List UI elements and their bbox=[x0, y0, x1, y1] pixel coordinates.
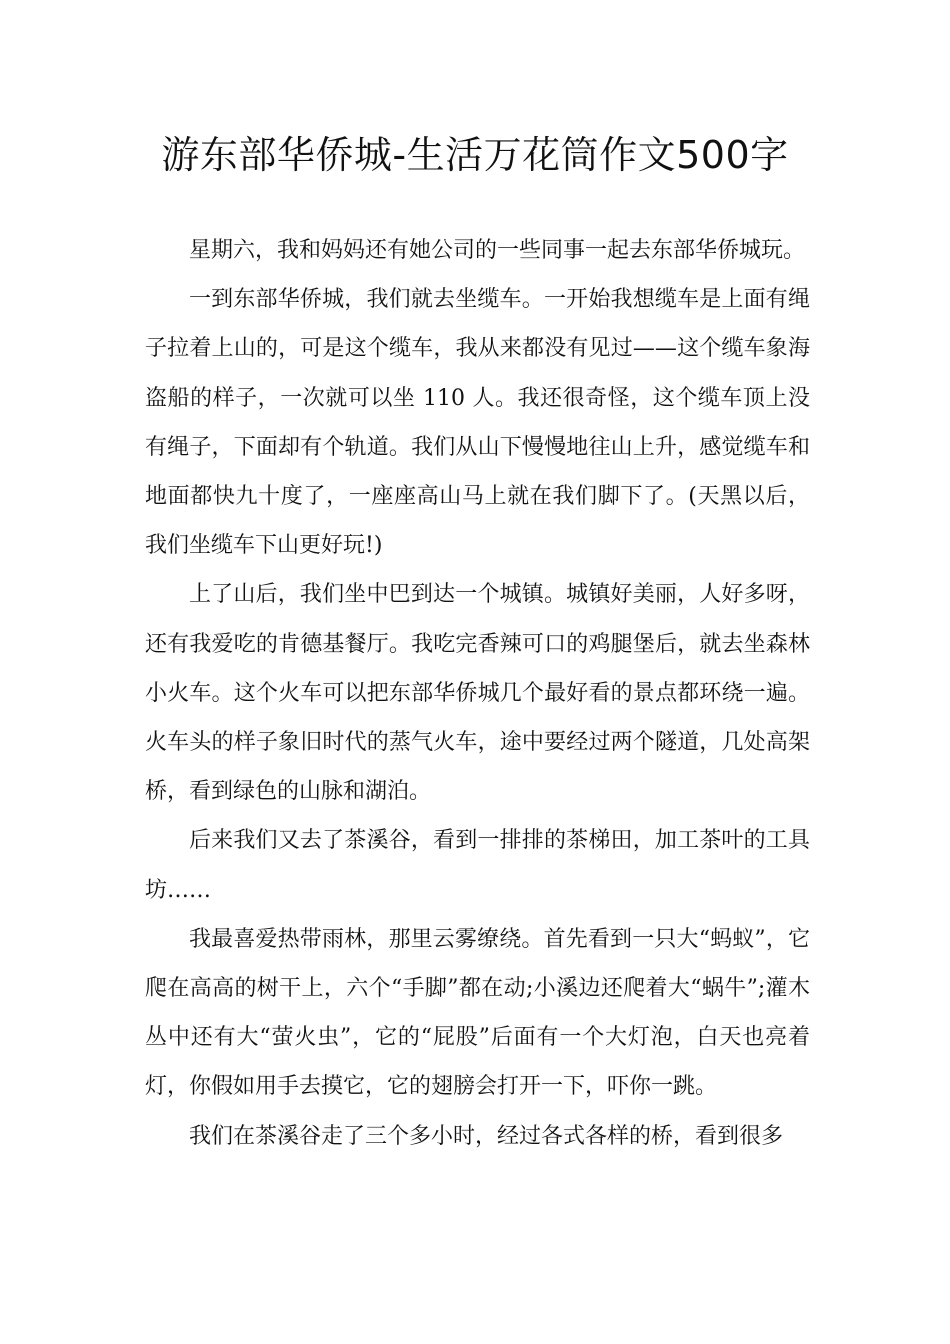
paragraph-5: 我最喜爱热带雨林，那里云雾缭绕。首先看到一只大“蚂蚁”，它爬在高高的树干上，六个“手脚”都在动;小溪边还爬着大“蜗牛”;灌木丛中还有大“萤火虫”，它的“屁股”后面有一个大灯泡，白天也亮着灯，你假如用手去摸它，它的翅膀会打开一下，吓你一跳。 bbox=[145, 926, 810, 1100]
paragraph-6: 我们在茶溪谷走了三个多小时，经过各式各样的桥，看到很多 bbox=[189, 1123, 784, 1149]
paragraph-4: 后来我们又去了茶溪谷，看到一排排的茶梯田，加工茶叶的工具坊…… bbox=[145, 828, 810, 903]
paragraph-1: 星期六，我和妈妈还有她公司的一些同事一起去东部华侨城玩。 bbox=[189, 238, 806, 263]
document-body bbox=[145, 226, 810, 1161]
document-title: 游东部华侨城-生活万花筒作文500字 bbox=[161, 133, 789, 177]
paragraph-2: 一到东部华侨城，我们就去坐缆车。一开始我想缆车是上面有绳子拉着上山的，可是这个缆车，我从来都没有见过——这个缆车象海盗船的样子，一次就可以坐 110 人。我还很奇怪，这个缆车顶上没有绳子，下面却有个轨道。我们从山下慢慢地往山上升，感觉缆车和地面都快九十度了，一座座高山马上就在我们脚下了。(天黑以后，我们坐缆车下山更好玩!) bbox=[145, 287, 810, 559]
paragraph-3: 上了山后，我们坐中巴到达一个城镇。城镇好美丽，人好多呀，还有我爱吃的肯德基餐厅。我吃完香辣可口的鸡腿堡后，就去坐森林小火车。这个火车可以把东部华侨城几个最好看的景点都环绕一遍。火车头的样子象旧时代的蒸气火车，途中要经过两个隧道，几处高架桥，看到绿色的山脉和湖泊。 bbox=[145, 582, 810, 805]
